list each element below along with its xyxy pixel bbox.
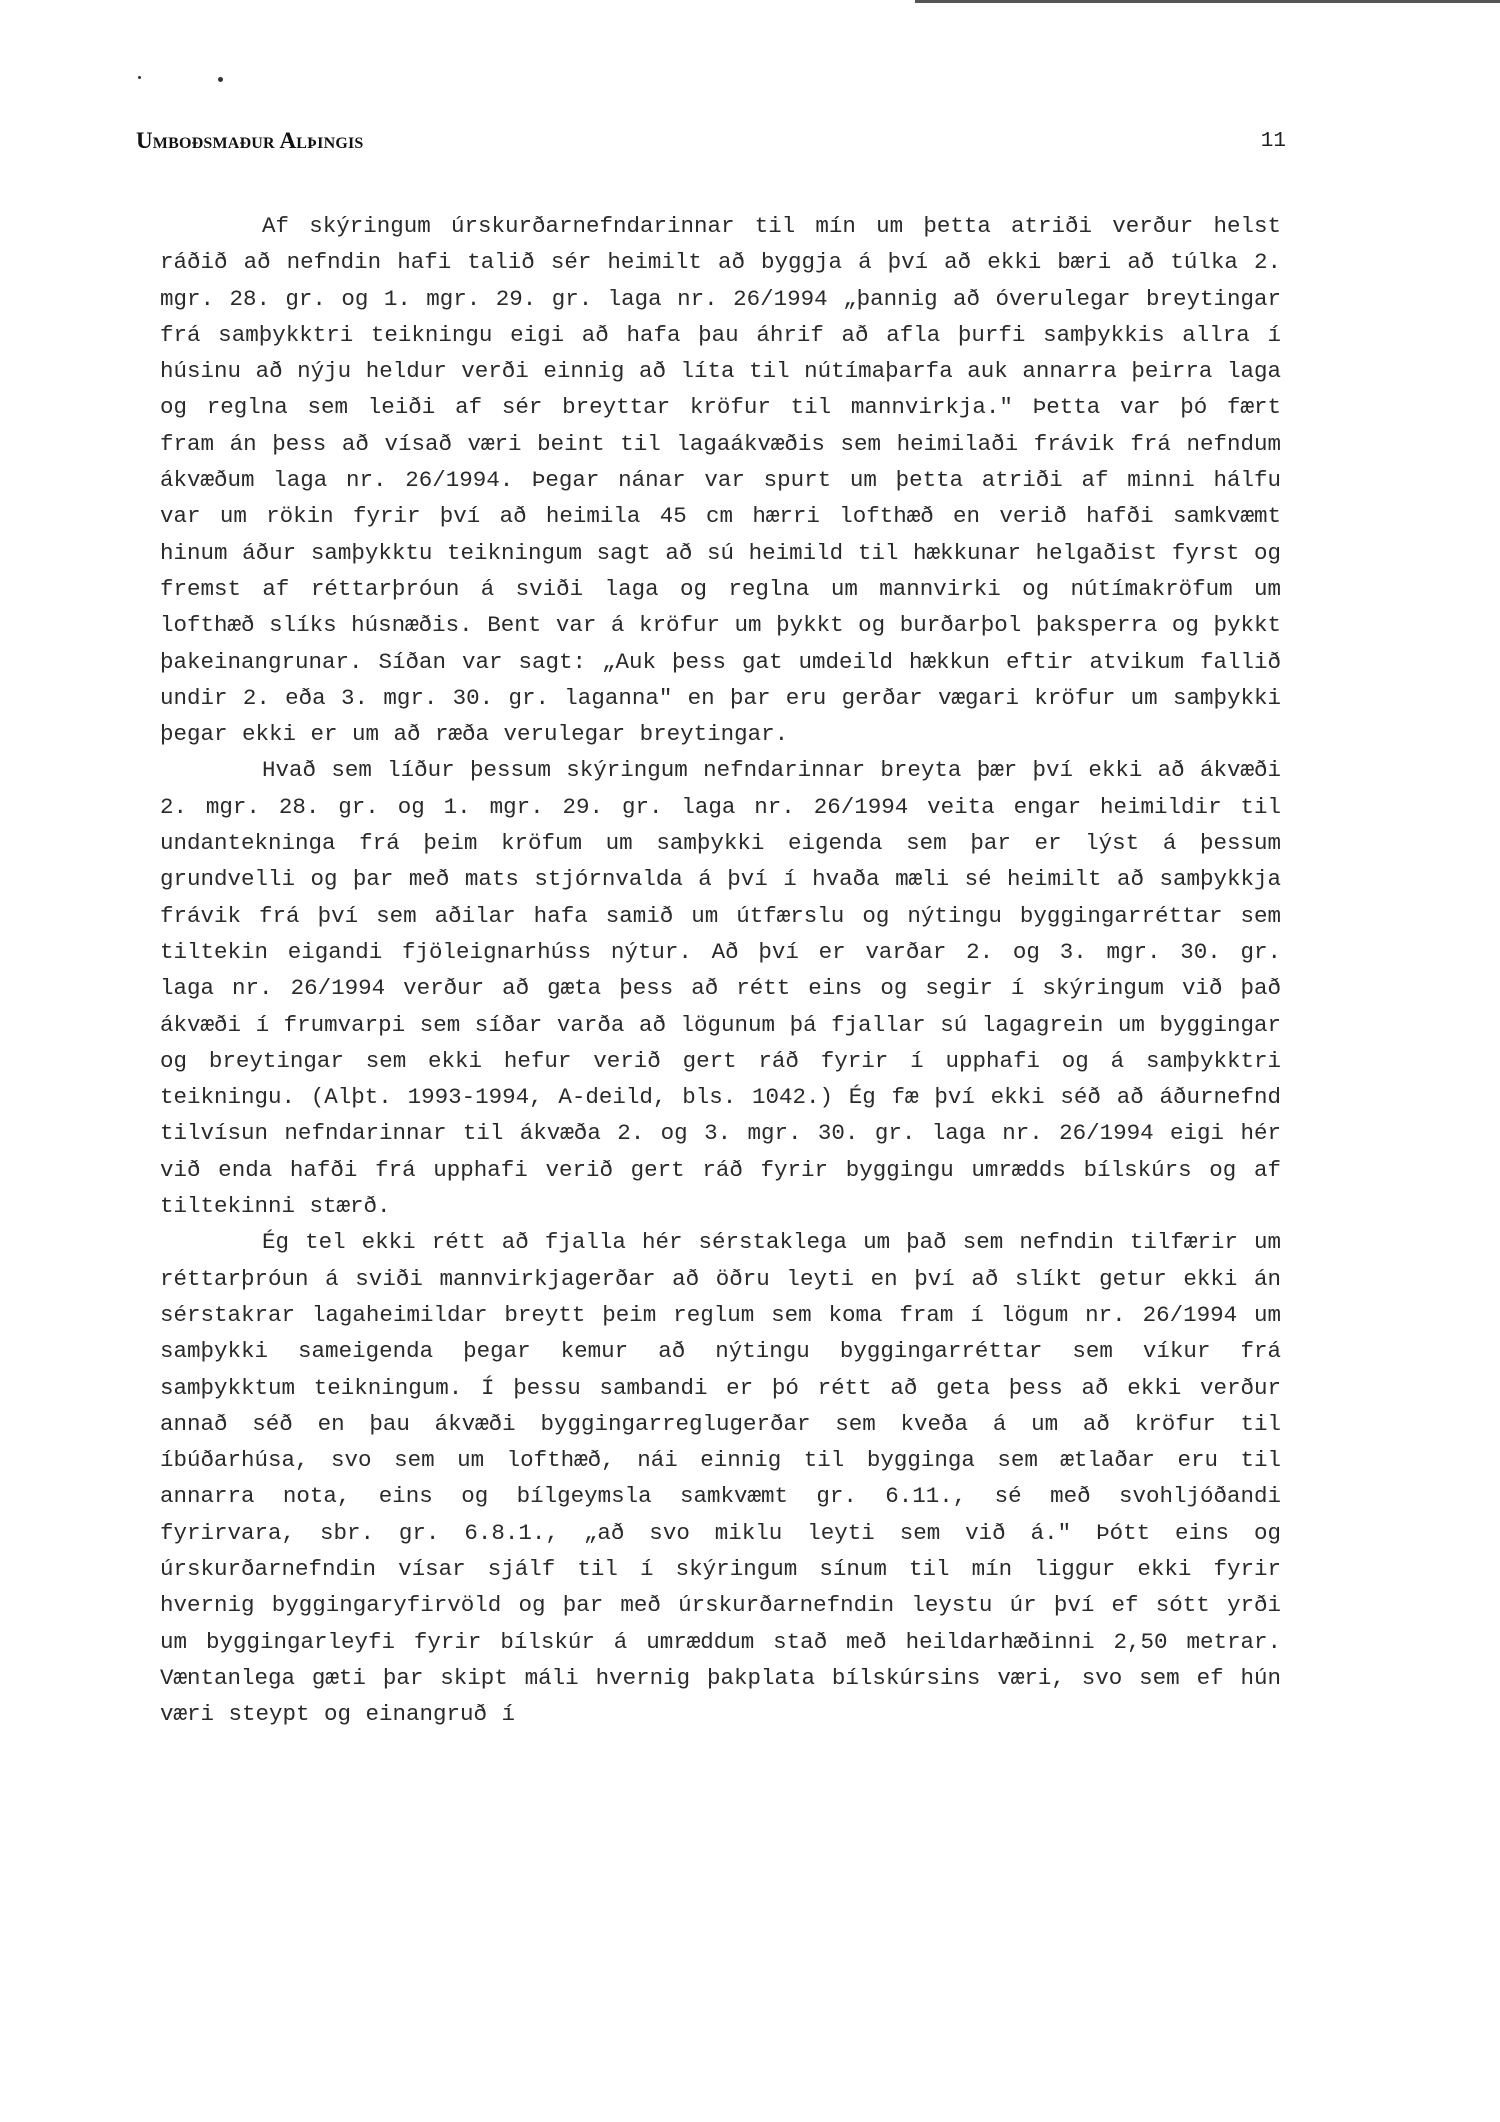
paragraph: Hvað sem líður þessum skýringum nefndarinnar breyta þær því ekki að ákvæði 2. mgr. 28. gr. og 1. mgr. 29. gr. laga nr. 26/1994 veita engar heimildir til undantekninga frá þeim kröfum um samþykki eigenda sem þar er lýst á þessum grundvelli og þar með mats stjórnvalda á því í hvaða mæli sé heimilt að samþykkja frávik frá því sem aðilar hafa samið um útfærslu og nýtingu byggingarréttar sem tiltekin eigandi fjöleignarhúss nýtur. Að því er varðar 2. og 3. mgr. 30. gr. laga nr. 26/1994 verður að gæta þess að rétt eins og segir í skýringum við það ákvæði í frumvarpi sem síðar varða að lögunum þá fjallar sú lagagrein um byggingar og breytingar sem ekki hefur verið gert ráð fyrir í upphafi og á samþykktri teikningu. (Alþt. 1993-1994, A-deild, bls. 1042.) Ég fæ því ekki séð að áðurnefnd tilvísun nefndarinnar til ákvæða 2. og 3. mgr. 30. gr. laga nr. 26/1994 eigi hér við enda hafði frá upphafi verið gert ráð fyrir byggingu umrædds bílskúrs og af tiltekinni stærð. — [160, 757, 1281, 1220]
page-header — [136, 128, 1286, 158]
page-number: 11 — [1260, 130, 1286, 153]
paragraph: Ég tel ekki rétt að fjalla hér sérstaklega um það sem nefndin tilfærir um réttarþróun á sviði mannvirkjagerðar að öðru leyti en því að slíkt getur ekki án sérstakrar lagaheimildar breytt þeim reglum sem koma fram í lögum nr. 26/1994 um samþykki sameigenda þegar kemur að nýtingu byggingarréttar sem víkur frá samþykktum teikningum. Í þessu sambandi er þó rétt að geta þess að ekki verður annað séð en þau ákvæði byggingarreglugerðar sem kveða á um að kröfur til íbúðarhúsa, svo sem um lofthæð, nái einnig til bygginga sem ætlaðar eru til annarra nota, eins og bílgeymsla samkvæmt gr. 6.11., sé með svohljóðandi fyrirvara, sbr. gr. 6.8.1., „að svo miklu leyti sem við á." Þótt eins og úrskurðarnefndin vísar sjálf til í skýringum sínum til mín liggur ekki fyrir hvernig byggingaryfirvöld og þar með úrskurðarnefndin leystu úr því ef sótt yrði um byggingarleyfi fyrir bílskúr á umræddum stað með heildarhæðinni 2,50 metrar. Væntanlega gæti þar skipt máli hvernig þakplata bílskúrsins væri, svo sem ef hún væri steypt og einangruð í — [160, 1229, 1281, 1728]
paragraph: Af skýringum úrskurðarnefndarinnar til mín um þetta atriði verður helst ráðið að nefndin hafi talið sér heimilt að byggja á því að ekki bæri að túlka 2. mgr. 28. gr. og 1. mgr. 29. gr. laga nr. 26/1994 „þannig að óverulegar breytingar frá samþykktri teikningu eigi að hafa þau áhrif að afla þurfi samþykkis allra í húsinu að nýju heldur verði einnig að líta til nútímaþarfa auk annarra þeirra laga og reglna sem leiði af sér breyttar kröfur til mannvirkja." Þetta var þó fært fram án þess að vísað væri beint til lagaákvæðis sem heimilaði frávik frá nefndum ákvæðum laga nr. 26/1994. Þegar nánar var spurt um þetta atriði af minni hálfu var um rökin fyrir því að heimila 45 cm hærri lofthæð en verið hafði samkvæmt hinum áður samþykktu teikningum sagt að sú heimild til hækkunar helgaðist fyrst og fremst af réttarþróun á sviði laga og reglna um mannvirki og nútímakröfum um lofthæð slíks húsnæðis. Bent var á kröfur um þykkt og burðarþol þaksperra og þykkt þakeinangrunar. Síðan var sagt: „Auk þess gat umdeild hækkun eftir atvikum fallið undir 2. eða 3. mgr. 30. gr. laganna" en þar eru gerðar vægari kröfur um samþykki þegar ekki er um að ræða verulegar breytingar. — [160, 213, 1281, 748]
body-text — [160, 208, 1281, 1732]
running-header-title: Umboðsmaður Alþingis — [136, 128, 364, 153]
top-rule — [915, 0, 1500, 3]
scan-dot — [138, 76, 141, 79]
scan-dot — [218, 77, 223, 82]
